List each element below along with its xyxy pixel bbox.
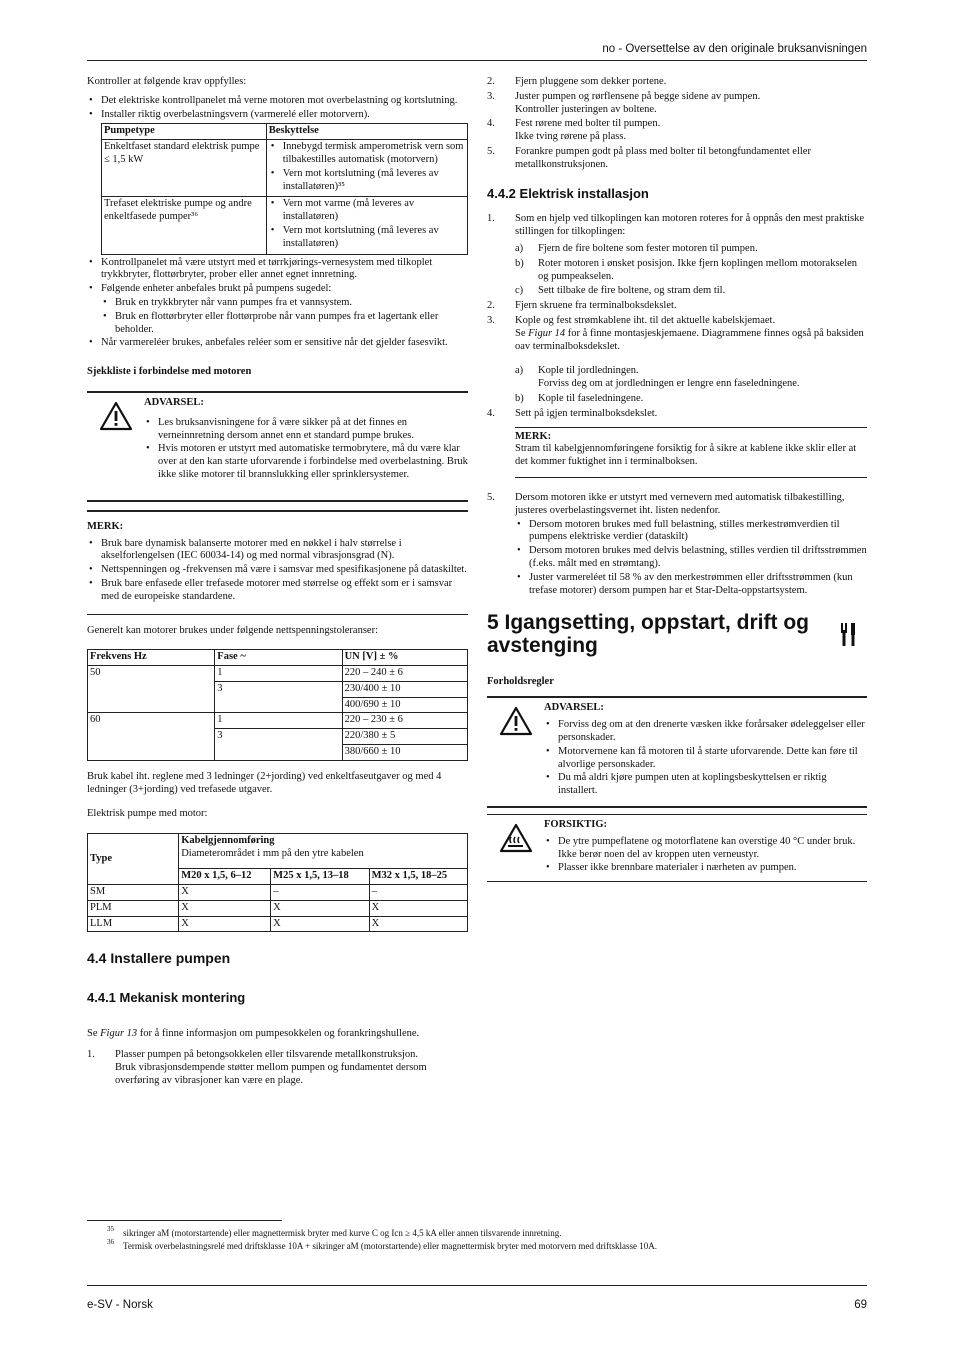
list-item: • Vern mot varme (må leveres av installatøren)	[269, 198, 465, 224]
note-title: MERK:	[515, 430, 552, 442]
caution-title: FORSIKTIG:	[544, 818, 608, 830]
footnote: 36 Termisk overbelastningsrelé med driftsklasse 10A + sikringer aM (motorstartende) eller magnettermisk bryter med motorvern med driftsklasse 10A.	[107, 1237, 658, 1251]
table-row: 60 1 220 – 230 ± 6	[88, 713, 468, 729]
protection-table	[101, 123, 468, 254]
section-heading-4-4-1: 4.4.1 Mekanisk montering	[87, 989, 246, 1005]
table-row	[102, 197, 468, 254]
list-item: 4. Sett på igjen terminalboksdekslet.	[487, 407, 658, 419]
list-item: 1. Som en hjelp ved tilkoplingen kan motoren roteres for å oppnås den mest praktiske stillingen for tilkoplingen: a) Fjern de fire boltene som fester motoren til pumpen. b) Roter motoren i ønsket posisjon. Ikke fjern koplingen mellom motorakselen og pumpeakselen. c) Sett tilbake de fire boltene, og stram dem til.	[487, 213, 865, 297]
warning-icon	[87, 397, 144, 492]
list-item: • Følgende enheter anbefales brukt på pumpens sugedel: • Bruk en trykkbryter når vann pumpes fra et vannsystem. • Bruk en flottørbryter eller flottørprobe når vann pumpes fra et lagertank eller beholder.	[87, 283, 468, 336]
list-item: • De ytre pumpeflatene og motorflatene kan overstige 40 °C under bruk. Ikke berør noen del av kroppen uten verneustyr.	[544, 836, 867, 862]
table-row	[102, 140, 468, 197]
list-item: • Vern mot kortslutning (må leveres av installatøren)³⁵	[269, 168, 465, 194]
list-item: • Forviss deg om at den drenerte væsken ikke forårsaker ødeleggelser eller personskader.	[544, 719, 867, 745]
footnotes	[107, 1225, 867, 1254]
section-heading-4-4-2: 4.4.2 Elektrisk installasjon	[487, 185, 649, 201]
page-header	[87, 40, 867, 61]
cable-text: Bruk kabel iht. reglene med 3 ledninger (2+jording) ved enkeltfaseutgaver og med 4 ledninger (3+jording) ved trefasede utgaver.	[87, 770, 442, 795]
requirements-list	[87, 95, 468, 122]
list-item: 4. Fest rørene med bolter til pumpen. Ikke tving rørene på plass.	[487, 118, 661, 143]
electrical-steps	[487, 213, 867, 420]
list-item: 5. Forankre pumpen godt på plass med bolter til betongfundamentet eller metallkonstruksjonen.	[487, 145, 811, 170]
protection-table-wrap	[87, 123, 468, 254]
table-header: Frekvens Hz	[88, 650, 215, 666]
page-number: 69	[854, 1299, 867, 1311]
table-row: 400/690 ± 10	[88, 697, 468, 713]
warning-box	[87, 391, 468, 502]
table-row: LLM X X X	[88, 916, 468, 932]
list-item: • Innebygd termisk amperometrisk vern som tilbakestilles automatisk (motorvern)	[269, 141, 465, 167]
list-item: • Det elektriske kontrollpanelet må verne motoren mot overbelastning og kortslutning.	[87, 95, 468, 108]
list-item: • Kontrollpanelet må være utstyrt med et tørrkjørings-vernesystem med tilkoplet trykkbryter, flottørbryter, prober eller annet egnet innretning.	[87, 257, 468, 283]
list-item: 2. Fjern pluggene som dekker portene.	[487, 76, 667, 87]
note-box	[515, 427, 867, 478]
list-item: • Juster varmereléet til 58 % av den merkestrømmen eller driftsstrømmen (kun trefase motorer) dersom pumpen har et Star-Delta-oppstartsystem.	[515, 572, 867, 598]
mechanical-steps	[487, 76, 867, 172]
list-item: 1. Plasser pumpen på betongsokkelen eller tilsvarende metallkonstruksjon. Bruk vibrasjonsdempende støtter mellom pumpen og fundamentet dersom overføring av vibrasjoner kan være en plage.	[87, 1049, 427, 1086]
mechanical-intro: Se Figur 13 for å finne informasjon om pumpesokkelen og forankringshullene.	[87, 1028, 420, 1040]
precautions-title: Forholdsregler	[487, 675, 554, 687]
warning-icon	[487, 702, 544, 800]
note-box	[87, 510, 468, 615]
list-item: 3. Kople og fest strømkablene iht. til det aktuelle kabelskjemaet. Se Figur 14 for å finne montasjeskjemaene. Diagrammene finnes også på baksiden oav terminalboksdekslet. a) Kople til jordledningen. Forviss deg om at jordledningen er lengre enn faseledningene. b) Kople til faseledningene.	[487, 315, 864, 404]
motor-text: Elektrisk pumpe med motor:	[87, 808, 208, 820]
list-item: • Motorvernene kan få motoren til å starte uforvarende. Dette kan føre til alvorlige personskader.	[544, 746, 867, 772]
checklist-title: Sjekkliste i forbindelse med motoren	[87, 366, 252, 378]
caution-box	[487, 814, 867, 882]
warning-title: ADVARSEL:	[544, 702, 604, 714]
list-item: 3. Juster pumpen og rørflensene på begge sidene av pumpen. Kontroller justeringen av boltene.	[487, 90, 761, 115]
voltage-table	[87, 649, 468, 761]
list-item: • Dersom motoren brukes med delvis belastning, stilles verdien til driftsstrømmen (f.eks. målt med en strømtang).	[515, 545, 867, 571]
list-item: • Bruk bare dynamisk balanserte motorer med en nøkkel i halv størrelse i akselforlengelsen (IEC 60034-14) og med normal vibrasjonsgrad (N).	[87, 538, 468, 564]
table-header: Fase ~	[215, 650, 342, 666]
list-item: • Bruk bare enfasede eller trefasede motorer med størrelse og effekt som er i samsvar med de europeiske standardene.	[87, 578, 468, 604]
table-row: SM X – –	[88, 885, 468, 901]
list-item: • Installer riktig overbelastningsvern (varmerelé eller motorvern).	[87, 109, 468, 122]
table-row: 380/660 ± 10	[88, 745, 468, 761]
section-heading-4-4: 4.4 Installere pumpen	[87, 950, 231, 967]
voltage-intro: Generelt kan motorer brukes under følgende nettspenningstoleranser:	[87, 624, 378, 636]
table-row: 3 230/400 ± 10	[88, 681, 468, 697]
list-item: 5. Dersom motoren ikke er utstyrt med vernevern med automatisk tilbakestilling, justeres overbelastingsvernet iht. listen nedenfor. • Dersom motoren brukes med full belastning, stilles merkestrømverdien til pumpens elektriske verdier (dataskilt) • Dersom motoren brukes med delvis belastning, stilles verdien til driftsstrømmen (f.eks. målt med en strømtang). • Juster varmereléet til 58 % av den merkestrømmen eller driftsstrømmen (kun trefase motorer) dersom pumpen har et Star-Delta-oppstartsystem.	[487, 492, 867, 597]
section-heading-5: 5 Igangsetting, oppstart, drift og avstenging	[487, 611, 867, 657]
list-item: 2. Fjern skruene fra terminalboksdekslet.	[487, 300, 677, 312]
hot-surface-icon	[487, 819, 544, 877]
table-header: UN [V] ± %	[342, 650, 467, 666]
list-item: • Plasser ikke brennbare materialer i nærheten av pumpen.	[544, 862, 867, 875]
warning-box	[487, 696, 867, 808]
cable-gland-table: Type Kabelgjennomføring Diameterområdet i mm på den ytre kabelen M20 x 1,5, 6–12 M25 x 1,5, 13–18 M32 x 1,5, 18–25 SM X – – PLM X X X LLM X X X	[87, 833, 468, 932]
table-row: PLM X X X	[88, 900, 468, 916]
footnote-divider	[87, 1220, 282, 1221]
left-column	[87, 76, 468, 1090]
list-item: • Les bruksanvisningene for å være sikker på at det finnes en verneinnretning dersom annet enn et standard pumpe brukes.	[144, 417, 468, 443]
header-title: no - Oversettelse av den originale bruksanvisningen	[602, 43, 867, 55]
warning-title: ADVARSEL:	[144, 396, 204, 408]
list-item: • Når varmereléer brukes, anbefales reléer som er sensitive når det gjelder fasesvikt.	[87, 337, 468, 350]
table-row: 50 1 220 – 240 ± 6	[88, 666, 468, 682]
list-item: • Bruk en flottørbryter eller flottørprobe når vann pumpes fra et lagertank eller beholder.	[101, 311, 468, 337]
tools-icon	[839, 621, 857, 652]
list-item: • Du må aldri kjøre pumpen uten at koplingsbeskyttelsen er riktig installert.	[544, 772, 867, 798]
list-item: • Vern mot kortslutning (må leveres av installatøren)	[269, 225, 465, 251]
right-column	[487, 76, 867, 882]
note-text: Stram til kabelgjennomføringene forsiktig for å sikre at kablene ikke sklir eller at det kommer fuktighet inn i terminalboksen.	[515, 443, 857, 468]
requirements-intro: Kontroller at følgende krav oppfylles:	[87, 76, 247, 87]
list-item: • Hvis motoren er utstyrt med automatiske termobrytere, må du være klar over at den kan starte uforvarende i forbindelse med overbelastning. Bruk ikke slike motorer til brannslukking eller sprinklersystemer.	[144, 443, 468, 481]
table-row: 3 220/380 ± 5	[88, 729, 468, 745]
footnote: 35 sikringer aM (motorstartende) eller magnettermisk bryter med kurve C og Icn ≥ 4,5 kA eller annen tilsvarende innretning.	[107, 1225, 562, 1238]
table-cell: Enkeltfaset standard elektrisk pumpe ≤ 1,5 kW	[102, 140, 267, 197]
list-item: • Nettspenningen og -frekvensen må være i samsvar med spesifikasjonene på dataskiltet.	[87, 564, 468, 577]
list-item: • Dersom motoren brukes med full belastning, stilles merkestrømverdien til pumpens elektriske verdier (dataskilt)	[515, 519, 867, 545]
table-header: Beskyttelse	[266, 124, 467, 140]
note-title: MERK:	[87, 520, 124, 532]
requirements-list-2	[87, 257, 468, 351]
footer-doc-name: e-SV - Norsk	[87, 1299, 153, 1311]
list-item: • Bruk en trykkbryter når vann pumpes fra et vannsystem.	[101, 297, 468, 310]
table-header: Pumpetype	[102, 124, 267, 140]
page-footer	[87, 1285, 867, 1312]
table-cell: Trefaset elektriske pumpe og andre enkeltfasede pumper³⁶	[102, 197, 267, 254]
